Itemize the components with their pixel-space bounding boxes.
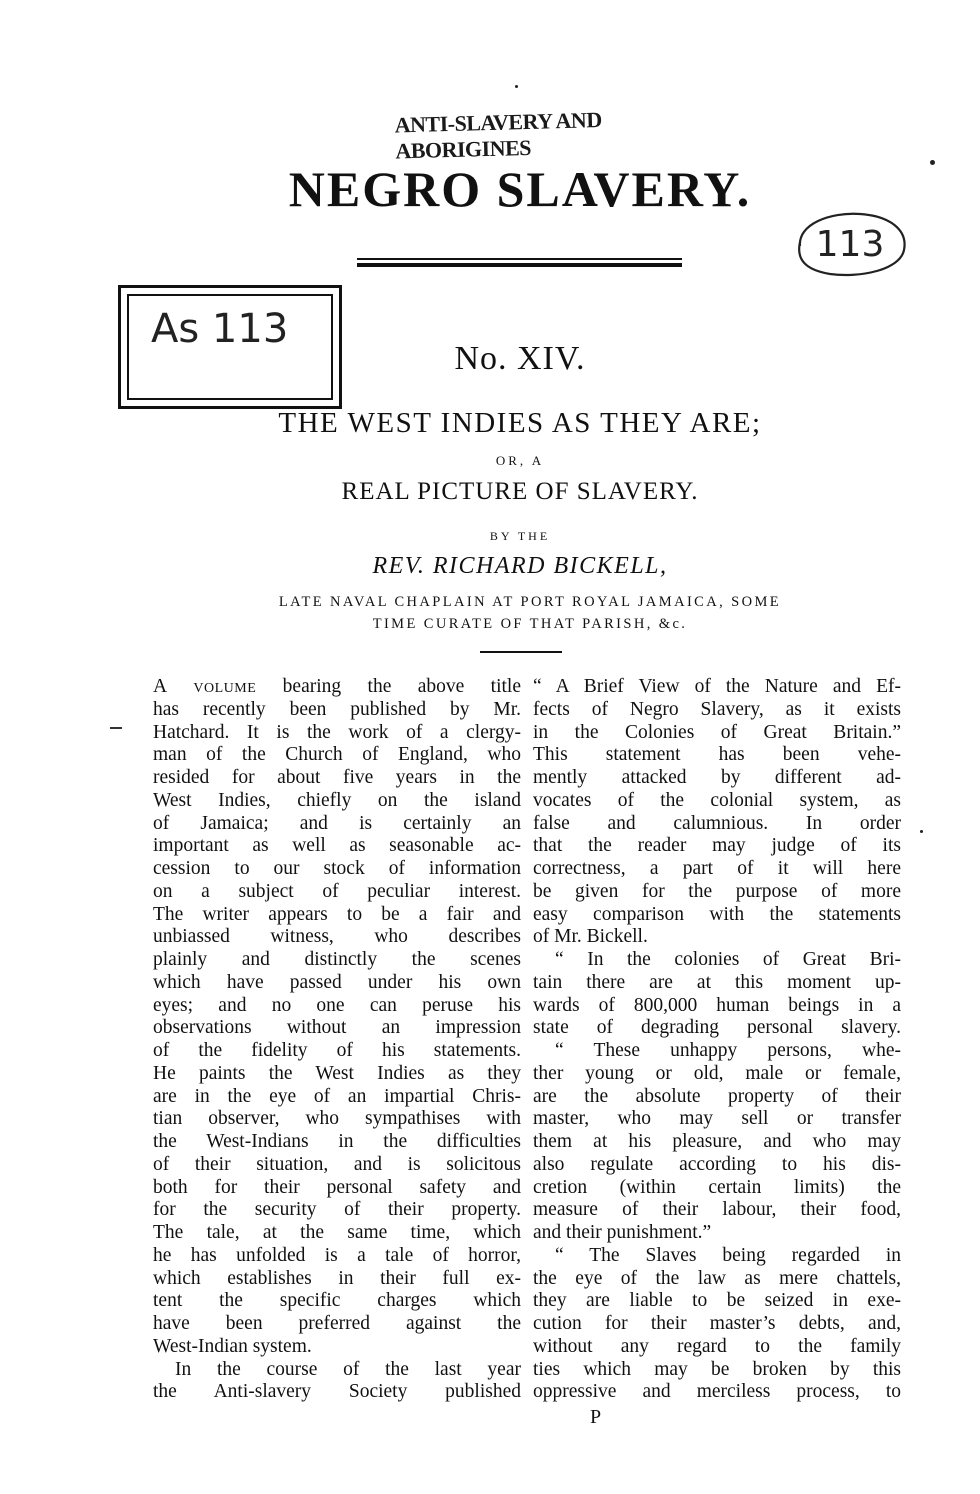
- text-line: “ In the colonies of Great Bri-: [555, 949, 901, 970]
- text-line: the West-Indians in the difficulties: [153, 1131, 521, 1152]
- by-line: BY THE: [489, 529, 551, 543]
- author-name: REV. RICHARD BICKELL,: [372, 553, 668, 579]
- text-line: on a subject of peculiar interest.: [153, 880, 521, 902]
- title-divider: [357, 258, 682, 268]
- text-line: fects of Negro Slavery, as it exists: [533, 698, 901, 720]
- text-line: are in the eye of an impartial Chris-: [153, 1085, 521, 1107]
- paragraph: [153, 1359, 521, 1405]
- page-title: NEGRO SLAVERY.: [288, 161, 752, 217]
- text-line: false and calumnious. In order: [533, 812, 901, 834]
- quote-paragraph: [533, 1245, 901, 1404]
- text-line: ties which may be broken by this: [533, 1358, 901, 1380]
- subtitle-second: REAL PICTURE OF SLAVERY.: [341, 478, 699, 505]
- text-line: oppressive and merciless process, to: [533, 1381, 901, 1403]
- text-line: cution for their master’s debts, and,: [533, 1313, 901, 1334]
- speck: [515, 85, 518, 88]
- text-line: of their situation, and is solicitous: [153, 1153, 521, 1175]
- text-line: unbiassed witness, who describes: [153, 926, 521, 948]
- credentials-line: TIME CURATE OF THAT PARISH, &c.: [372, 616, 688, 632]
- article-column-right: [533, 676, 901, 1404]
- text-line: of Mr. Bickell.: [533, 926, 648, 948]
- text-line: easy comparison with the statements: [533, 903, 901, 925]
- text-line: both for their personal safety and: [153, 1176, 521, 1198]
- text-line: important as well as seasonable ac-: [153, 835, 521, 857]
- text-line: in the Colonies of Great Britain.”: [533, 721, 901, 743]
- text-line: which establishes in their full ex-: [153, 1267, 521, 1289]
- author-credentials: [180, 591, 880, 635]
- quote-paragraph: [533, 949, 901, 1040]
- text-line: be given for the purpose of more: [533, 880, 901, 902]
- subtitle-main: THE WEST INDIES AS THEY ARE;: [278, 407, 762, 439]
- text-line: that the reader may judge of its: [533, 835, 901, 857]
- paragraph: [533, 676, 901, 949]
- text-line: mently attacked by different ad-: [533, 767, 901, 788]
- text-line: plainly and distinctly the scenes: [153, 949, 521, 970]
- text-line: they are liable to be seized in exe-: [533, 1290, 901, 1312]
- text-line: wards of 800,000 human beings in a: [533, 994, 901, 1016]
- text-line: for the security of their property.: [153, 1199, 521, 1221]
- text-line: West Indies, chiefly on the island: [153, 789, 521, 811]
- text-line: observations without an impression: [153, 1017, 521, 1039]
- margin-mark: [110, 727, 122, 729]
- subtitle-connector: OR, A: [495, 453, 545, 468]
- text-line: the Anti-slavery Society published: [153, 1381, 521, 1403]
- opening-word: A volume: [153, 676, 257, 697]
- text-line: West-Indian system.: [153, 1335, 312, 1357]
- text-line: them at his pleasure, and who may: [533, 1131, 901, 1152]
- text-line: “ These unhappy persons, whe-: [555, 1040, 901, 1061]
- shelfmark-text: As 113: [151, 306, 289, 352]
- text-line: He paints the West Indies as they: [153, 1062, 521, 1084]
- text-line: cession to our stock of information: [153, 858, 521, 879]
- text-line: has recently been published by Mr.: [153, 698, 521, 720]
- handwritten-number-text: 113: [815, 223, 885, 265]
- shelfmark-label: [118, 285, 342, 409]
- text-line: tain there are at this moment up-: [533, 971, 901, 993]
- text-line: are the absolute property of their: [533, 1085, 901, 1107]
- text-line: cretion (within certain limits) the: [533, 1176, 901, 1198]
- text-line: “ A Brief View of the Nature and Ef-: [533, 676, 901, 697]
- speck: [930, 160, 935, 165]
- paragraph: [153, 676, 521, 1359]
- text-line: The tale, at the same time, which: [153, 1222, 521, 1243]
- text-line: A volume bearing the above title: [153, 676, 521, 697]
- text-line: ther young or old, male or female,: [533, 1062, 901, 1084]
- text-line: resided for about five years in the: [153, 767, 521, 788]
- text-line: measure of their labour, their food,: [533, 1199, 901, 1221]
- text-line: of the fidelity of his statements.: [153, 1040, 521, 1061]
- text-line: which have passed under his own: [153, 971, 521, 993]
- text-line: This statement has been vehe-: [533, 744, 901, 766]
- text-line: tent the specific charges which: [153, 1290, 521, 1312]
- text-line: The writer appears to be a fair and: [153, 903, 521, 925]
- text-line: man of the Church of England, who: [153, 744, 521, 766]
- library-stamp: ANTI-SLAVERY AND ABORIGINES: [394, 107, 602, 164]
- text-line: correctness, a part of it will here: [533, 858, 901, 879]
- text-line: eyes; and no one can peruse his: [153, 994, 521, 1016]
- handwritten-number-annotation: [790, 206, 910, 282]
- issue-number: No. XIV.: [454, 340, 586, 377]
- text-line: without any regard to the family: [533, 1335, 901, 1357]
- article-column-left: [153, 676, 521, 1404]
- speck: [920, 830, 923, 833]
- quote-paragraph: [533, 1040, 901, 1245]
- text-line: “ The Slaves being regarded in: [555, 1244, 901, 1266]
- credentials-line: LATE NAVAL CHAPLAIN AT PORT ROYAL JAMAICA, SOME: [278, 594, 782, 610]
- text-line: In the course of the last year: [175, 1358, 521, 1380]
- text-line: of Jamaica; and is certainly an: [153, 812, 521, 834]
- text-line: and their punishment.”: [533, 1222, 712, 1243]
- text-line: tian observer, who sympathises with: [153, 1108, 521, 1130]
- text-line: have been preferred against the: [153, 1313, 521, 1334]
- text-line: state of degrading personal slavery.: [533, 1017, 901, 1039]
- text-line: he has unfolded is a tale of horror,: [153, 1244, 521, 1266]
- text-line: also regulate according to his dis-: [533, 1153, 901, 1175]
- text-line: vocates of the colonial system, as: [533, 789, 901, 811]
- signature-mark: P: [590, 1406, 602, 1428]
- text-line: Hatchard. It is the work of a clergy-: [153, 721, 521, 743]
- section-divider: [480, 651, 562, 653]
- text-line: master, who may sell or transfer: [533, 1108, 901, 1130]
- text-line: the eye of the law as mere chattels,: [533, 1267, 901, 1289]
